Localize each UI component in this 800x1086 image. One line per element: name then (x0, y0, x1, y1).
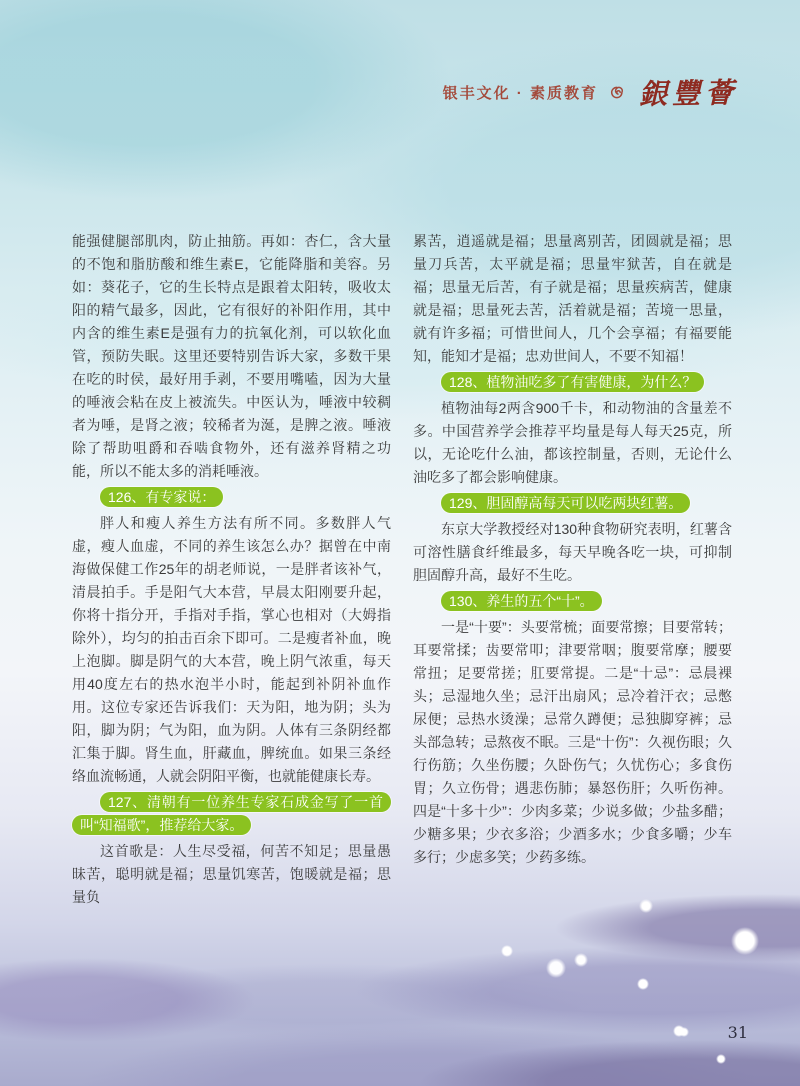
section-heading: 129、胆固醇高每天可以吃两块红薯。 (441, 493, 690, 513)
left-column (72, 230, 391, 909)
section-heading-line (72, 486, 391, 509)
section-heading-line (413, 590, 732, 613)
paragraph: 累苦，逍遥就是福；思量离别苦，团圆就是福；思量刀兵苦，太平就是福；思量牢狱苦，自在就是福；思量无后苦，有子就是福；思量疾病苦，健康就是福；思量死去苦，活着就是福；苦境一思量，就有许多福；可惜世间人，几个会享福；有福要能知，能知才是福；忠劝世间人，不要不知福！ (413, 233, 732, 364)
page-number: 31 (727, 1023, 748, 1042)
swirl-icon (610, 84, 627, 101)
paragraph: 东京大学教授经对130种食物研究表明，红薯含可溶性膳食纤维最多，每天早晚各吃一块，可抑制胆固醇升高，最好不生吃。 (413, 521, 732, 583)
page-header (443, 72, 738, 112)
section-heading-line (72, 791, 391, 837)
paragraph: 能强健腿部肌肉，防止抽筋。再如：杏仁，含大量的不饱和脂肪酸和维生素E，它能降脂和美容。另如：葵花子，它的生长特点是跟着太阳转，吸收太阳的精气最多，因此，它有很好的补阳作用，其中内含的维生素E是强有力的抗氧化剂，可以软化血管，预防失眠。这里还要特别告诉大家，多数干果在吃的时侯，最好用手剥，不要用嘴嗑，因为大量的唾液会粘在皮上被流失。中医认为，唾液中较稠者为唾，是肾之液；较稀者为涎，是脾之液。唾液除了帮助咀爵和吞啮食物外，还有滋养肾精之功能，所以不能太多的消耗唾液。 (72, 233, 391, 479)
section-heading: 127、清朝有一位养生专家石成金写了一首叫“知福歌”，推荐给大家。 (72, 792, 391, 835)
article-body (72, 230, 732, 909)
section-heading-line (413, 492, 732, 515)
paragraph: 胖人和瘦人养生方法有所不同。多数胖人气虚，瘦人血虚，不同的养生该怎么办？据曾在中南海做保健工作25年的胡老师说，一是胖者该补气，清晨拍手。手是阳气大本营，早晨太阳刚要升起，你将十指分开，手指对手指，掌心也相对（大姆指除外），均匀的拍击百余下即可。二是瘦者补血，晚上泡脚。脚是阴气的大本营，晚上阴气浓重，每天用40度左右的热水泡半小时，能起到补阴补血作用。这位专家还告诉我们：天为阳，地为阴；头为阳，脚为阴；气为阳，血为阴。人体有三条阴经都汇集于脚。肾生血，肝藏血，脾统血。如果三条经络血流畅通，人就会阴阳平衡，也就能健康长寿。 (72, 515, 391, 784)
section-heading: 126、有专家说： (100, 487, 223, 507)
logo-calligraphy: 銀豐薈 (638, 76, 739, 111)
brand-text: 银丰文化 · 素质教育 (442, 84, 598, 102)
section-heading: 130、养生的五个“十”。 (441, 591, 602, 611)
paragraph: 一是“十要”：头要常梳；面要常擦；目要常转；耳要常揉；齿要常叩；津要常咽；腹要常摩；腰要常扭；足要常搓；肛要常提。二是“十忌”：忌晨裸头；忌湿地久坐；忌汗出扇风；忌冷着汗衣；忌憋尿便；忌热水烫澡；忌常久蹲便；忌独脚穿裤；忌头部急转；忌熬夜不眠。三是“十伤”：久视伤眼；久行伤筋；久坐伤腰；久卧伤气；久忧伤心；多食伤胃；久立伤骨；遇悲伤肺；暴怒伤肝；久听伤神。四是“十多十少”：少肉多菜；少说多做；少盐多醋；少糖多果；少衣多浴；少酒多水；少食多嚼；少车多行；少虑多笑；少药多练。 (413, 619, 732, 865)
paragraph: 植物油每2两含900千卡，和动物油的含量差不多。中国营养学会推荐平均量是每人每天25克，所以，无论吃什么油，都该控制量，否则，无论什么油吃多了都会影响健康。 (413, 400, 732, 485)
paragraph: 这首歌是：人生尽受福，何苦不知足；思量愚昧苦，聪明就是福；思量饥寒苦，饱暖就是福；思量负 (72, 843, 391, 905)
section-heading-line (413, 371, 732, 394)
right-column (413, 230, 732, 909)
section-heading: 128、植物油吃多了有害健康，为什么？ (441, 372, 704, 392)
